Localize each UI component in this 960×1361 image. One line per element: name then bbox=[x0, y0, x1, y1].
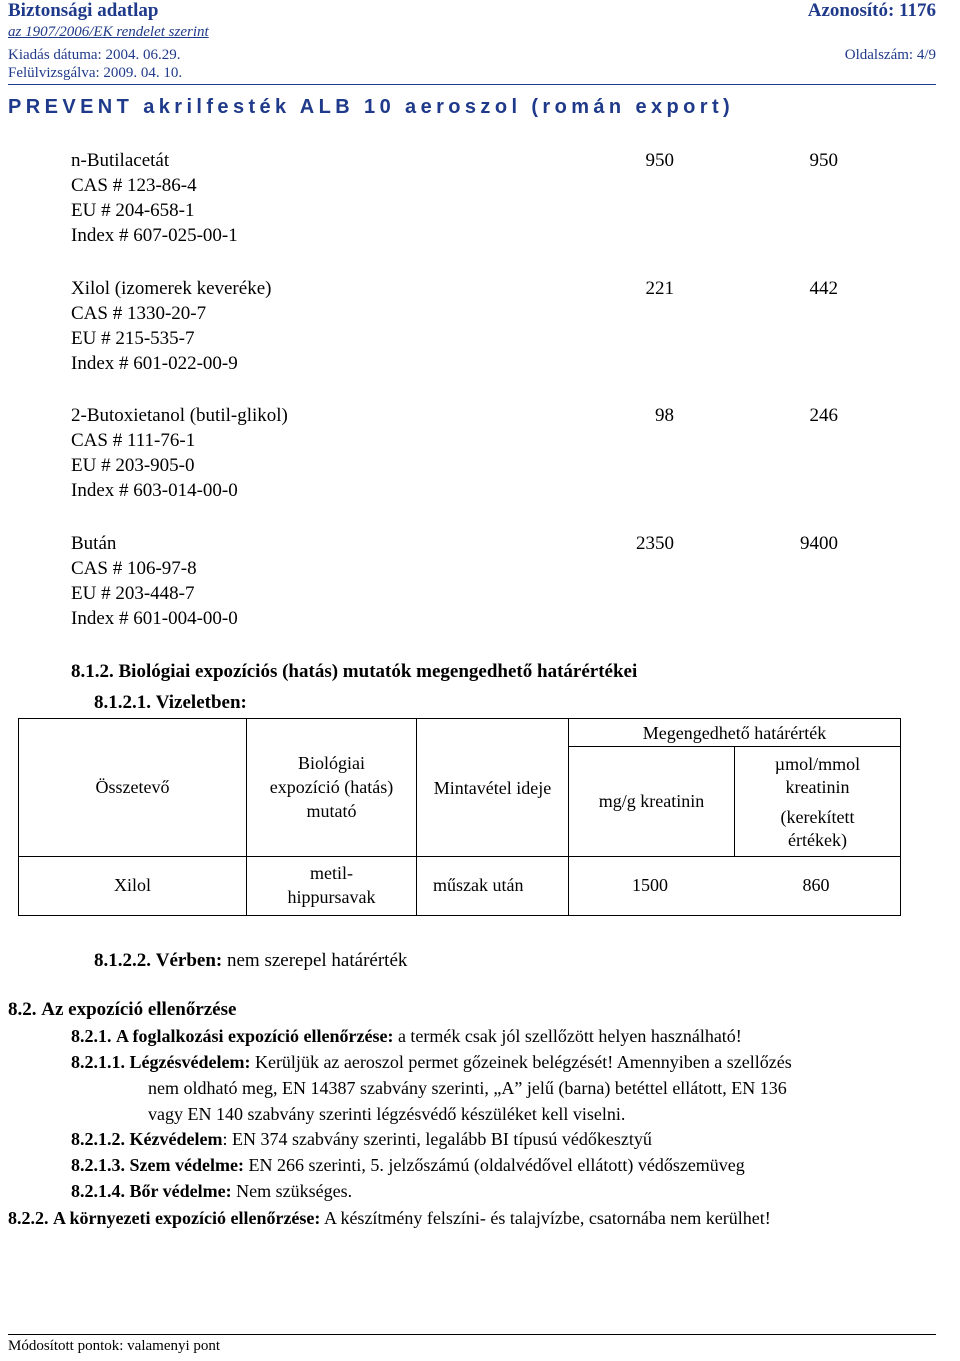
section-label: Kézvédelem bbox=[129, 1129, 223, 1149]
table-border bbox=[568, 746, 901, 747]
section-number: 8.2.1.2. bbox=[71, 1129, 125, 1149]
table-header-component: Összetevő bbox=[95, 777, 170, 797]
table-header-sampling: Mintavétel ideje bbox=[433, 778, 552, 798]
revision-date: Felülvizsgálva: 2009. 04. 10. bbox=[8, 65, 183, 81]
section-label: Vérben: bbox=[155, 950, 223, 971]
product-name: PREVENT akrilfesték ALB 10 aeroszol (román export) bbox=[8, 96, 735, 118]
substance-value-1: 98 bbox=[655, 405, 674, 426]
section-number: 8.1.2.1. bbox=[94, 692, 151, 713]
section-8-2-1-1-continuation: nem oldható meg, EN 14387 szabvány szerinti, „A” jelű (barna) betéttel ellátott, EN 136 bbox=[148, 1078, 787, 1098]
table-cell-indicator-line2: hippursavak bbox=[287, 887, 376, 907]
substance-index: Index # 607-025-00-1 bbox=[71, 225, 238, 246]
section-text: EN 266 szerinti, 5. jelzőszámú (oldalvédővel ellátott) védőszemüveg bbox=[248, 1155, 745, 1175]
header-divider bbox=[8, 84, 936, 85]
section-text: : EN 374 szabvány szerinti, legalább BI típusú védőkesztyű bbox=[222, 1129, 652, 1149]
document-identifier: Azonosító: 1176 bbox=[807, 0, 936, 21]
substance-cas: CAS # 123-86-4 bbox=[71, 175, 197, 196]
table-border bbox=[18, 856, 901, 857]
table-header-indicator-line2: expozíció (hatás) bbox=[269, 777, 394, 797]
table-header-indicator-line1: Biológiai bbox=[298, 753, 365, 773]
footer-modified-points: Módosított pontok: valamenyi pont bbox=[8, 1338, 221, 1354]
substance-eu: EU # 203-448-7 bbox=[71, 583, 195, 604]
regulation-reference: az 1907/2006/EK rendelet szerint bbox=[8, 24, 209, 40]
substance-name: Bután bbox=[71, 533, 117, 554]
page-number: Oldalszám: 4/9 bbox=[844, 47, 936, 63]
section-number: 8.2.1.1. bbox=[71, 1052, 125, 1072]
substance-value-2: 950 bbox=[809, 150, 838, 171]
table-border bbox=[18, 915, 901, 916]
substance-name: n-Butilacetát bbox=[71, 150, 170, 171]
table-header-umol-line3: (kerekített bbox=[780, 807, 855, 827]
section-8-2-1-3-line bbox=[71, 1155, 745, 1176]
section-8-2-1-1-continuation: vagy EN 140 szabvány szerinti légzésvédő készüléket kell viselni. bbox=[148, 1104, 626, 1124]
section-number: 8.2. bbox=[8, 999, 37, 1020]
table-cell-sampling: műszak után bbox=[433, 875, 524, 895]
section-8-1-2-heading bbox=[71, 661, 637, 683]
table-header-mg-per-g: mg/g kreatinin bbox=[598, 791, 705, 811]
table-header-umol-line2: kreatinin bbox=[785, 777, 850, 797]
substance-eu: EU # 215-535-7 bbox=[71, 328, 195, 349]
section-text: Nem szükséges. bbox=[236, 1181, 353, 1201]
table-header-indicator-line3: mutató bbox=[306, 801, 357, 821]
section-text: a termék csak jól szellőzött helyen használható! bbox=[397, 1026, 742, 1046]
table-header-limit: Megengedhető határérték bbox=[642, 723, 827, 743]
section-8-2-1-2-line bbox=[71, 1129, 652, 1150]
section-number: 8.2.2. bbox=[8, 1208, 49, 1228]
substance-value-2: 442 bbox=[809, 278, 838, 299]
section-label: Légzésvédelem: bbox=[129, 1052, 251, 1072]
section-title: Biológiai expozíciós (hatás) mutatók megengedhető határértékei bbox=[118, 661, 638, 682]
table-header-umol-line4: értékek) bbox=[788, 830, 847, 850]
substance-value-2: 246 bbox=[809, 405, 838, 426]
substance-cas: CAS # 111-76-1 bbox=[71, 430, 196, 451]
section-number: 8.1.2.2. bbox=[94, 950, 151, 971]
substance-cas: CAS # 1330-20-7 bbox=[71, 303, 207, 324]
table-cell-indicator-line1: metil- bbox=[310, 863, 353, 883]
substance-index: Index # 601-004-00-0 bbox=[71, 608, 238, 629]
table-border bbox=[18, 718, 901, 719]
section-8-1-2-2-line bbox=[94, 950, 407, 972]
substance-index: Index # 601-022-00-9 bbox=[71, 353, 238, 374]
section-number: 8.2.1.4. bbox=[71, 1181, 125, 1201]
substance-index: Index # 603-014-00-0 bbox=[71, 480, 238, 501]
table-cell-component: Xilol bbox=[113, 875, 151, 895]
substance-value-1: 221 bbox=[645, 278, 674, 299]
substance-value-1: 950 bbox=[645, 150, 674, 171]
section-text: Kerüljük az aeroszol permet gőzeinek belégzését! Amennyiben a szellőzés bbox=[254, 1052, 792, 1072]
table-cell-umol: 860 bbox=[802, 875, 830, 895]
section-label: A környezeti expozíció ellenőrzése: bbox=[53, 1208, 321, 1228]
substance-eu: EU # 204-658-1 bbox=[71, 200, 195, 221]
substance-name: 2-Butoxietanol (butil-glikol) bbox=[71, 405, 288, 426]
section-number: 8.2.1. bbox=[71, 1026, 112, 1046]
section-8-2-2-line bbox=[8, 1208, 771, 1229]
section-number: 8.2.1.3. bbox=[71, 1155, 125, 1175]
section-number: 8.1.2. bbox=[71, 661, 114, 682]
substance-cas: CAS # 106-97-8 bbox=[71, 558, 197, 579]
table-cell-mg-per-g: 1500 bbox=[632, 875, 668, 895]
section-label: Bőr védelme: bbox=[129, 1181, 232, 1201]
section-8-2-1-1-line bbox=[71, 1052, 792, 1073]
section-8-1-2-1-heading bbox=[94, 692, 247, 714]
section-title: Az expozíció ellenőrzése bbox=[41, 999, 237, 1020]
issue-date: Kiadás dátuma: 2004. 06.29. bbox=[8, 47, 181, 63]
section-text: A készítmény felszíni- és talajvízbe, csatornába nem kerülhet! bbox=[323, 1208, 771, 1228]
section-label: A foglalkozási expozíció ellenőrzése: bbox=[116, 1026, 394, 1046]
section-title: Vizeletben: bbox=[155, 692, 247, 713]
section-text: nem szerepel határérték bbox=[226, 950, 408, 971]
substance-eu: EU # 203-905-0 bbox=[71, 455, 195, 476]
section-8-2-heading bbox=[8, 999, 236, 1021]
substance-name: Xilol (izomerek keveréke) bbox=[71, 278, 272, 299]
section-8-2-1-4-line bbox=[71, 1181, 352, 1202]
section-8-2-1-line bbox=[71, 1026, 742, 1047]
document-title: Biztonsági adatlap bbox=[8, 0, 159, 21]
table-header-umol-line1: µmol/mmol bbox=[774, 754, 861, 774]
table-border bbox=[900, 718, 901, 916]
substance-value-1: 2350 bbox=[636, 533, 674, 554]
substance-value-2: 9400 bbox=[800, 533, 838, 554]
section-label: Szem védelme: bbox=[129, 1155, 244, 1175]
footer-divider bbox=[8, 1334, 936, 1335]
